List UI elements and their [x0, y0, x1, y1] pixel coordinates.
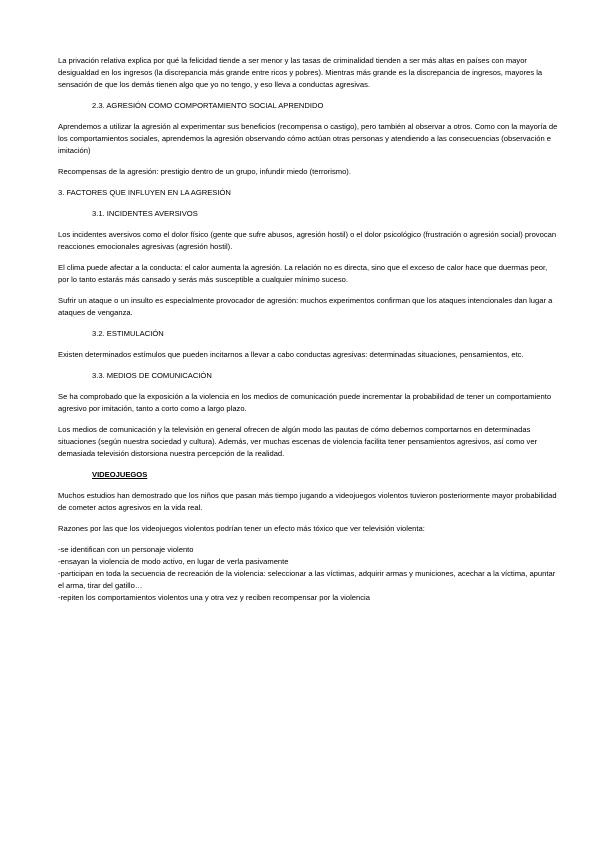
- paragraph-stimulation: Existen determinados estímulos que pueden incitarnos a llevar a cabo conductas agresivas: determinadas situaciones, pensamientos, etc.: [58, 350, 524, 359]
- paragraph-media-exposure: Se ha comprobado que la exposición a la violencia en los medios de comunicación puede incrementar la probabilidad de tener un comportamiento agresivo por imitación, tanto a corto como a largo plazo.: [58, 392, 552, 413]
- list-item: -participan en toda la secuencia de recreación de la violencia: seleccionar a las víctimas, adquirir armas y municiones, acechar a la víctima, apuntar el arma, tirar del gatillo…: [58, 569, 556, 590]
- heading-2-3: 2.3. AGRESIÓN COMO COMPORTAMIENTO SOCIAL APRENDIDO: [92, 101, 324, 110]
- paragraph-reasons: Razones por las que los videojuegos violentos podrían tener un efecto más tóxico que ver televisión violenta:: [58, 524, 425, 533]
- paragraph-videogame-studies: Muchos estudios han demostrado que los niños que pasan más tiempo jugando a videojuegos violentos tuvieron posteriormente mayor probabilidad de cometer actos agresivos en la vida real.: [58, 491, 557, 512]
- paragraph-rewards: Recompensas de la agresión: prestigio dentro de un grupo, infundir miedo (terrorismo).: [58, 167, 351, 176]
- paragraph-learning-aggression: Aprendemos a utilizar la agresión al experimentar sus beneficios (recompensa o castigo), pero también al observar a otros. Como con la mayoría de los comportamientos sociales, aprendemos la agresión observando cómo actúan otras personas y atendiendo a las consecuencias (observación e imitación): [58, 122, 558, 155]
- heading-3: 3. FACTORES QUE INFLUYEN EN LA AGRESIÓN: [58, 188, 231, 197]
- paragraph-climate: El clima puede afectar a la conducta: el calor aumenta la agresión. La relación no es directa, sino que el exceso de calor hace que duermas peor, por lo tanto estarás más cansado y serás más susceptible a cualquier mínimo suceso.: [58, 263, 548, 284]
- paragraph-relative-deprivation: La privación relativa explica por qué la felicidad tiende a ser menor y las tasas de criminalidad tienden a ser más altas en países con mayor desigualdad en los ingresos (la discrepancia más grande entre ricos y pobres). Mientras más grande es la discrepancia de ingresos, mayores la sensación de que los demás tienen algo que yo no tengo, y eso lleva a conductas agresivas.: [58, 56, 543, 89]
- list-item: -se identifican con un personaje violento: [58, 545, 194, 554]
- heading-3-2: 3.2. ESTIMULACIÓN: [92, 329, 164, 338]
- paragraph-media-guidelines: Los medios de comunicación y la televisión en general ofrecen de algún modo las pautas de cómo debernos comportarnos en determinadas situaciones (según nuestra sociedad y cultura). Además, ver muchas escenas de violencia facilita tener pensamientos agresivos, así como ver demasiada televisión distorsiona nuestra percepción de la realidad.: [58, 425, 538, 458]
- list-item: -ensayan la violencia de modo activo, en lugar de verla pasivamente: [58, 557, 289, 566]
- paragraph-attack-insult: Sufrir un ataque o un insulto es especialmente provocador de agresión: muchos experimentos confirman que los ataques intencionales dan lugar a ataques de venganza.: [58, 296, 553, 317]
- heading-3-1: 3.1. INCIDENTES AVERSIVOS: [92, 209, 198, 218]
- heading-videojuegos: VIDEOJUEGOS: [92, 470, 148, 479]
- paragraph-aversive-incidents: Los incidentes aversivos como el dolor físico (gente que sufre abusos, agresión hostil) o el dolor psicológico (frustración o agresión social) provocan reacciones emocionales agresivas (agresión hostil).: [58, 230, 557, 251]
- heading-3-3: 3.3. MEDIOS DE COMUNICACIÓN: [92, 371, 212, 380]
- reasons-list: [58, 544, 559, 604]
- list-item: -repiten los comportamientos violentos una y otra vez y reciben recompensar por la violencia: [58, 593, 370, 602]
